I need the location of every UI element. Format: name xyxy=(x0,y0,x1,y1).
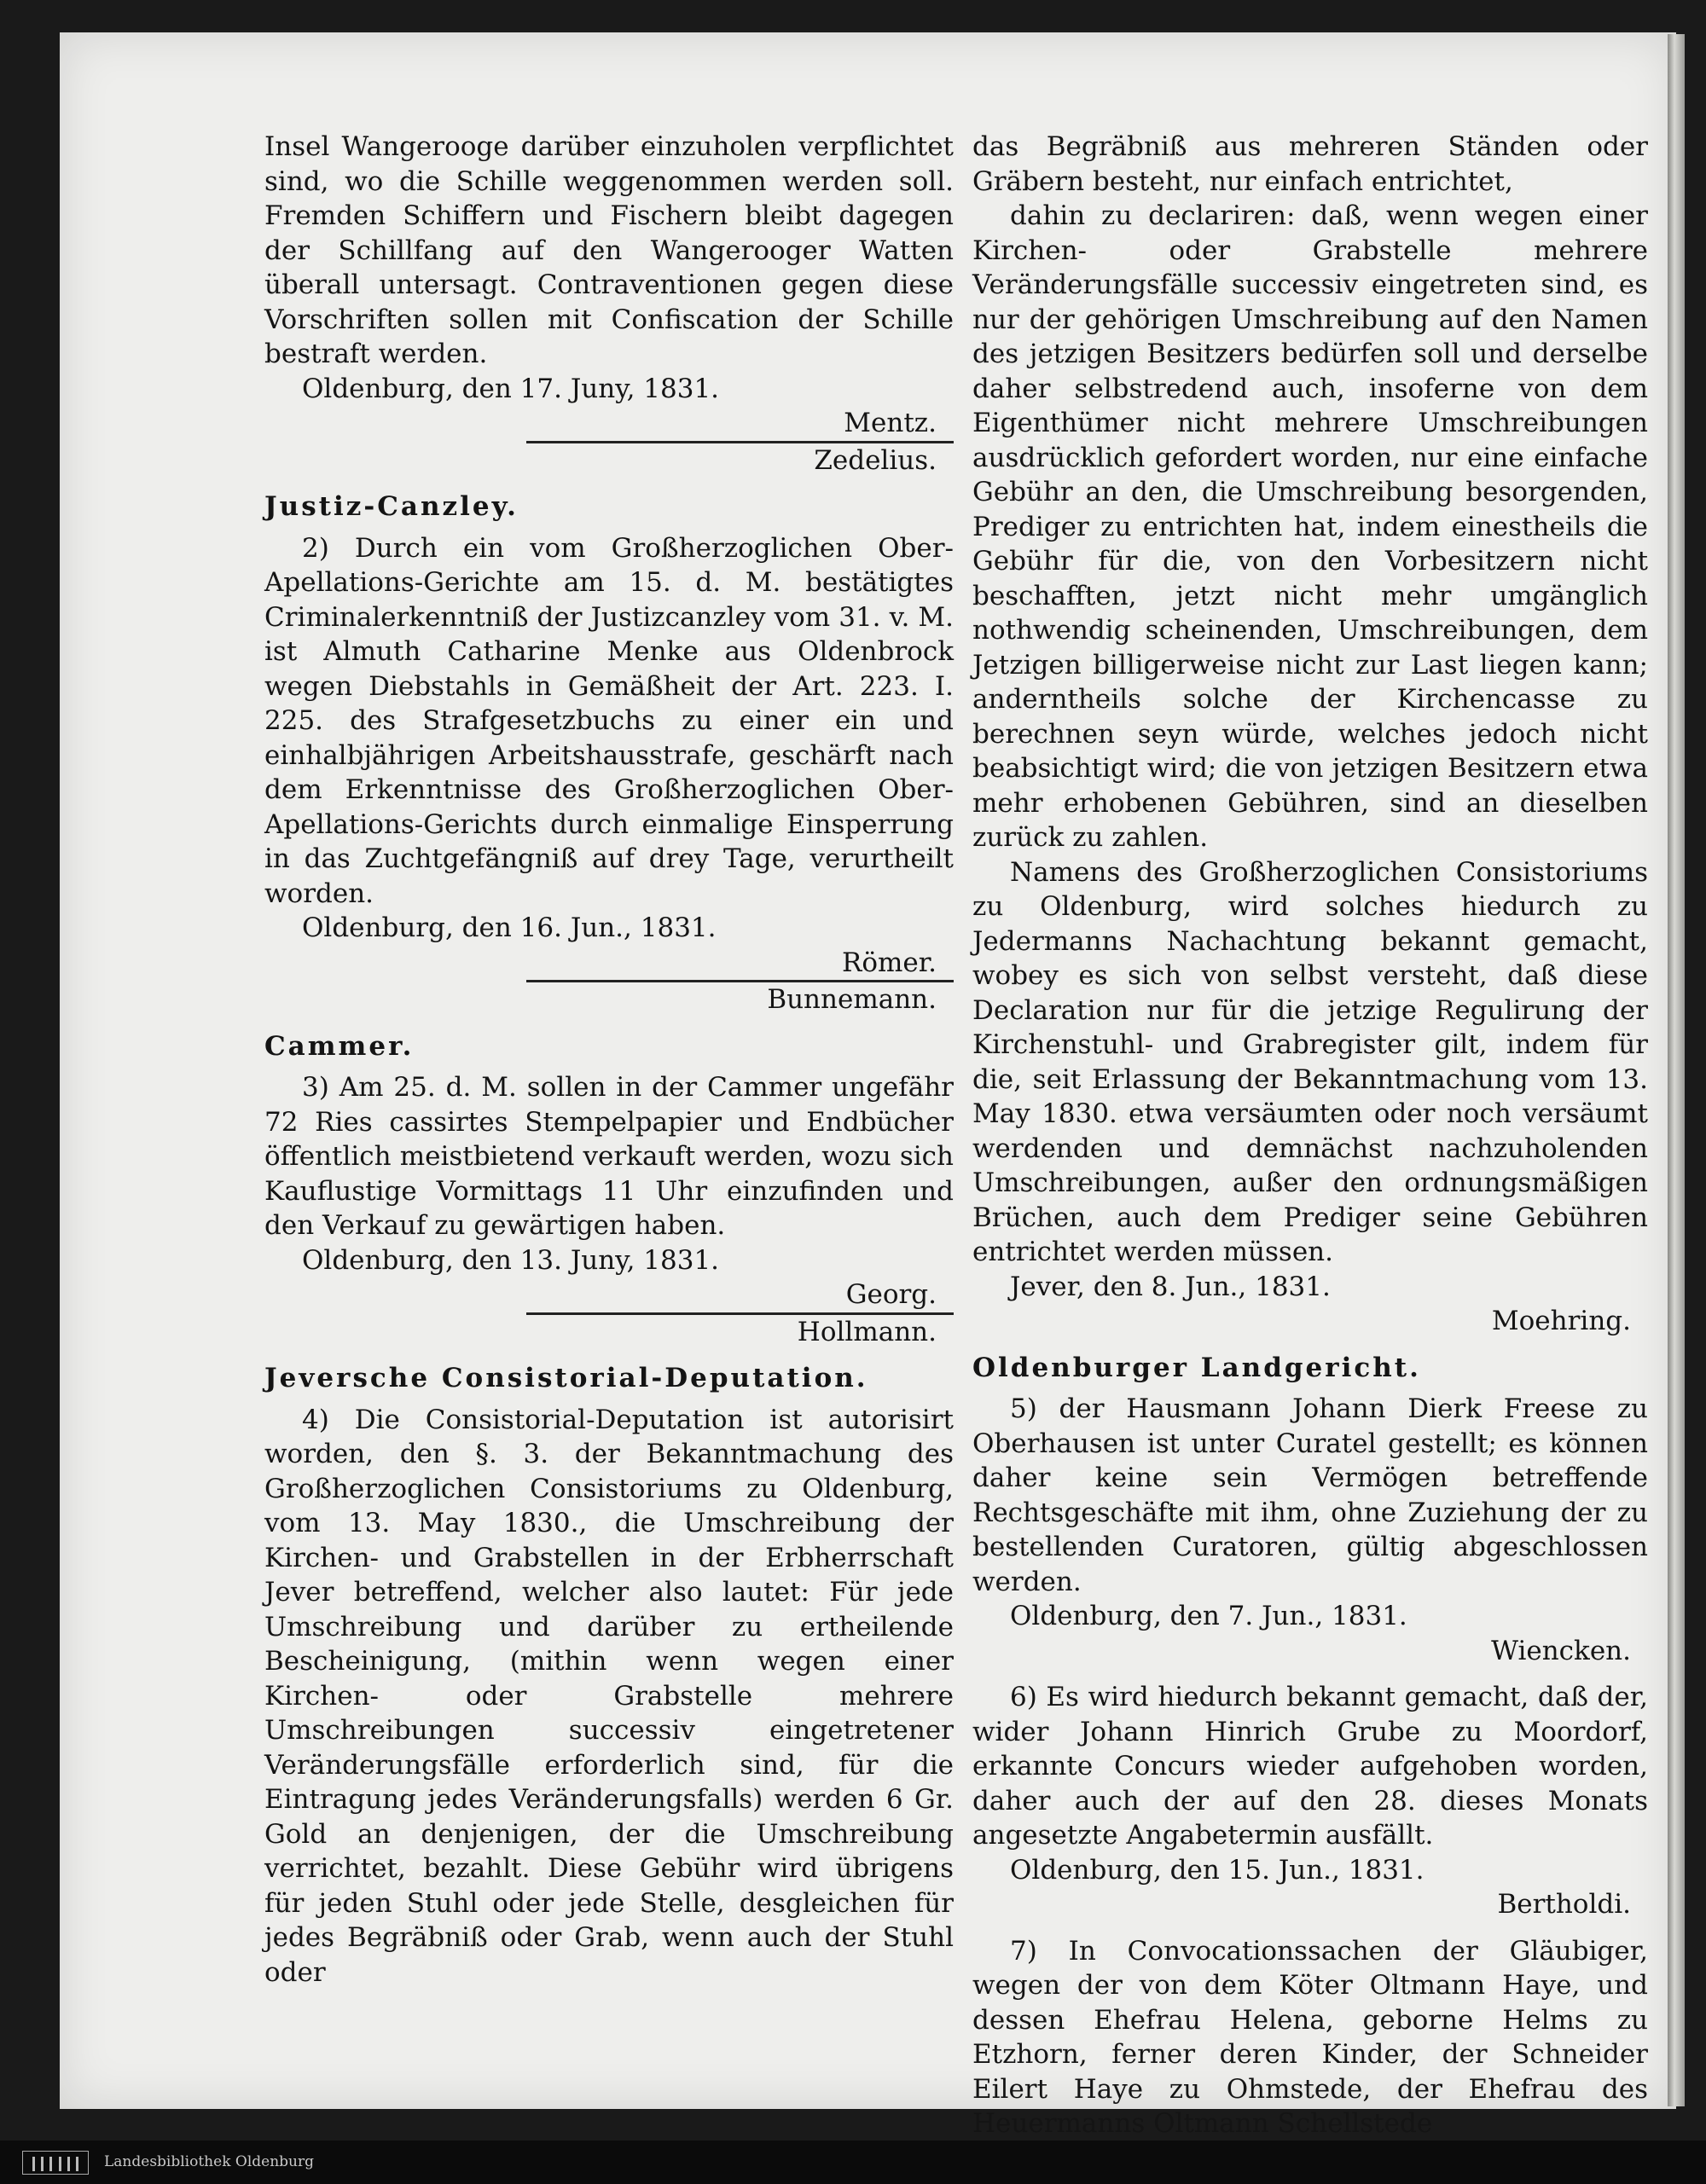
paragraph-wangerooge: Insel Wangerooge darüber einzuholen verpflichtet sind, wo die Schille weggenommen werden soll. Fremden Schiffern und Fischern bleibt dagegen der Schillfang auf den Wangerooger Watten überall untersagt. Contraventionen gegen diese Vorschriften sollen mit Confiscation der Schille bestraft werden. xyxy=(264,131,954,369)
dateline-4: Jever, den 8. Jun., 1831. xyxy=(1010,1271,1331,1302)
signature-moehring: Moehring. xyxy=(1491,1306,1631,1336)
notice-2: 2) Durch ein vom Großherzoglichen Ober-Apellations-Gerichte am 15. d. M. bestätigtes Criminalerkenntniß der Justizcanzley vom 31. v. M. ist Almuth Catharine Menke aus Oldenbrock wegen Diebstahls in Gemäßheit der Art. 223. I. 225. des Strafgesetzbuchs zu einer ein und einhalbjährigen Arbeitshausstrafe, geschärft nach dem Erkenntnisse des Großherzoglichen Ober-Apellations-Gerichts durch einmalige Einsperrung in das Zuchtgefängniß auf drey Tage, verurtheilt worden. xyxy=(264,532,954,909)
section-heading-jever: Jeversche Consistorial-Deputation. xyxy=(264,1363,868,1393)
signature-wiencken: Wiencken. xyxy=(1491,1635,1631,1666)
signature-georg: Georg. xyxy=(845,1279,937,1310)
section-heading-justiz: Justiz-Canzley. xyxy=(264,491,519,522)
notice-4: 4) Die Consistorial-Deputation ist autorisirt worden, den §. 3. der Bekanntmachung des Großherzoglichen Consistoriums zu Oldenburg, vom 13. May 1830., die Umschreibung der Kirchen- und Grabstellen in der Erbherrschaft Jever betreffend, welcher also lautet: Für jede Umschreibung und darüber zu ertheilende Bescheinigung, (mithin wenn wegen einer Kirchen- oder Grabstelle mehrere Umschreibungen successiv eingetretener Veränderungsfälle erforderlich sind, für die Eintragung jedes Veränderungsfalls) werden 6 Gr. Gold an denjenigen, der die Umschreibung verrichtet, bezahlt. Diese Gebühr wird übrigens für jeden Stuhl oder jede Stelle, desgleichen für jedes Begräbniß oder Grab, wenn auch der Stuhl oder xyxy=(264,1404,954,1988)
notice-4-declaration: dahin zu declariren: daß, wenn wegen einer Kirchen- oder Grabstelle mehrere Veränderungsfälle successiv eingetreten sind, es nur der gehörigen Umschreibung auf den Namen des jetzigen Besitzers bedürfen soll und derselbe daher selbstredend auch, insoferne von dem Eigenthümer nicht mehrere Umschreibungen ausdrücklich gefordert worden, nur eine einfache Gebühr an den, die Umschreibung besorgenden, Prediger zu entrichten hat, indem einestheils die Gebühr für die, von den Vorbesitzern nicht beschafften, jetzt nicht mehr umgänglich nothwendig scheinenden, Umschreibungen, dem Jetzigen billigerweise nicht zur Last liegen kann; anderntheils solche der Kirchencasse zu berechnen seyn würde, welches jedoch nicht beabsichtigt wird; die von jetzigen Besitzern etwa mehr erhobenen Gebühren, sind an dieselben zurück zu zahlen. xyxy=(972,200,1648,853)
section-heading-cammer: Cammer. xyxy=(264,1030,415,1062)
spacer xyxy=(972,1668,1648,1680)
notice-6: 6) Es wird hiedurch bekannt gemacht, daß der, wider Johann Hinrich Grube zu Moordorf, erkannte Concurs wieder aufgehoben worden, daher auch der auf den 28. dieses Monats angesetzte Angabetermin ausfällt. xyxy=(972,1682,1648,1851)
dateline-5: Oldenburg, den 7. Jun., 1831. xyxy=(1010,1601,1407,1631)
notice-5: 5) der Hausmann Johann Dierk Freese zu Oberhausen ist unter Curatel gestellt; es können daher keine sein Vermögen betreffende Rechtsgeschäfte mit ihm, ohne Zuziehung der zu bestellenden Curatoren, gültig abgeschlossen werden. xyxy=(972,1393,1648,1597)
signature-roemer: Römer. xyxy=(841,947,937,978)
right-column xyxy=(972,130,1648,2141)
signature-mentz: Mentz. xyxy=(844,408,937,438)
page-edge xyxy=(1668,34,1685,2106)
section-heading-landgericht: Oldenburger Landgericht. xyxy=(972,1352,1421,1383)
signature-zedelius: Zedelius. xyxy=(814,444,937,476)
notice-4-namens: Namens des Großherzoglichen Consistoriums zu Oldenburg, wird solches hiedurch zu Jedermanns Nachachtung bekannt gemacht, wobey es sich von selbst versteht, daß diese Declaration nur für die jetzige Regulirung der Kirchenstuhl- und Grabregister gilt, indem für die, seit Erlassung der Bekanntmachung vom 13. May 1830. etwa versäumten oder noch versäumt werdenden und demnächst nachzuholenden Umschreibungen, außer den ordnungsmäßigen Brüchen, auch dem Prediger seine Gebühren entrichtet werden müssen. xyxy=(972,856,1648,1267)
library-name: Landesbibliothek Oldenburg xyxy=(104,2153,315,2170)
dateline-6: Oldenburg, den 15. Jun., 1831. xyxy=(1010,1854,1425,1886)
dateline-1: Oldenburg, den 17. Juny, 1831. xyxy=(302,373,720,404)
dateline-3: Oldenburg, den 13. Juny, 1831. xyxy=(302,1244,720,1276)
footer-bar xyxy=(0,2141,1706,2184)
notice-4-continued: das Begräbniß aus mehreren Ständen oder Gräbern besteht, nur einfach entrichtet, xyxy=(972,131,1648,197)
spacer xyxy=(972,1922,1648,1934)
dateline-2: Oldenburg, den 16. Jun., 1831. xyxy=(302,912,717,943)
left-column xyxy=(264,130,954,1990)
signature-hollmann: Hollmann. xyxy=(797,1316,937,1347)
signature-bunnemann: Bunnemann. xyxy=(767,984,937,1015)
notice-3: 3) Am 25. d. M. sollen in der Cammer ungefähr 72 Ries cassirtes Stempelpapier und Endbücher öffentlich meistbietend verkauft werden, wozu sich Kauflustige Vormittags 11 Uhr einzufinden und den Verkauf zu gewärtigen haben. xyxy=(264,1072,954,1241)
signature-bertholdi: Bertholdi. xyxy=(1497,1889,1631,1920)
library-logo-icon xyxy=(22,2151,89,2175)
notice-7: 7) In Convocationssachen der Gläubiger, wegen der von dem Köter Oltmann Haye, und dessen Ehefrau Helena, geborne Helms zu Etzhorn, ferner deren Kinder, der Schneider Eilert Haye zu Ohmstede, der Ehefrau des Heuermanns Oltmann Schellstede xyxy=(972,1935,1648,2139)
